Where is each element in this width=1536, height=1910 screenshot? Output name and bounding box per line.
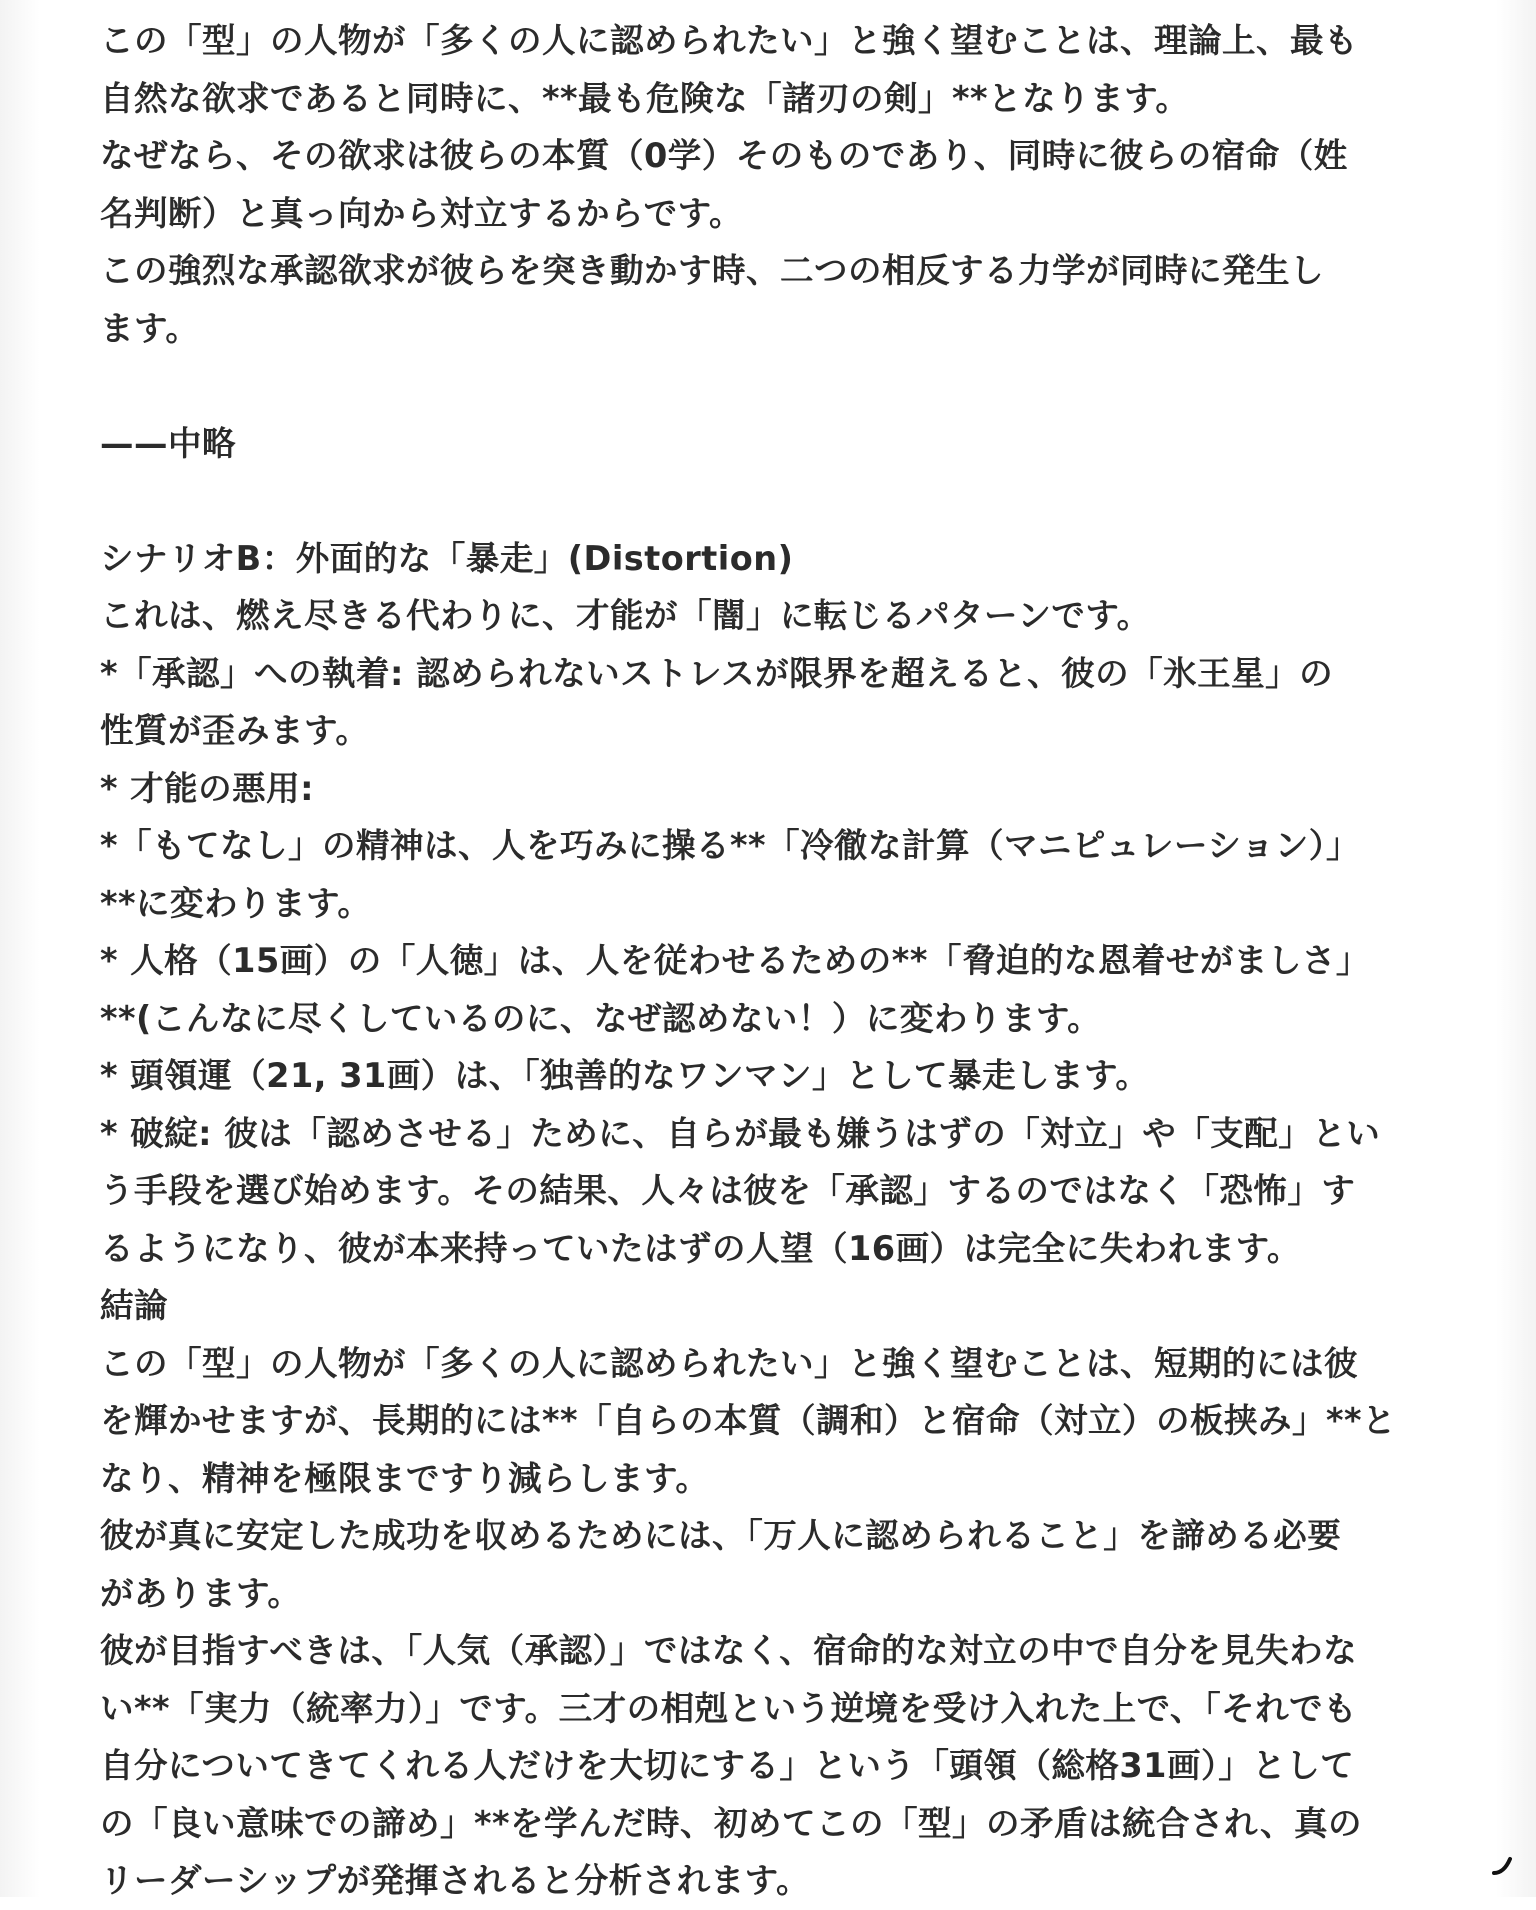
squiggle-mark-icon xyxy=(1482,1843,1522,1883)
text-line: 彼が目指すべきは、「人気（承認）」ではなく、宿命的な対立の中で自分を見失わな xyxy=(100,1631,1358,1670)
text-line: を輝かせますが、長期的には**「自らの本質（調和）と宿命（対立）の板挟み」**と xyxy=(100,1401,1397,1440)
text-line: るようになり、彼が本来持っていたはずの人望（16画）は完全に失われます。 xyxy=(100,1228,1301,1268)
text-line: これは、燃え尽きる代わりに、才能が「闇」に転じるパターンです。 xyxy=(100,596,1151,635)
section-break: ——中略 xyxy=(100,423,236,463)
bullet-line: * 才能の悪用: xyxy=(100,768,315,808)
sub-bullet-line: * 頭領運（21, 31画）は、「独善的なワンマン」として暴走します。 xyxy=(100,1056,1150,1095)
text-line: があります。 xyxy=(100,1573,302,1613)
text-line: この「型」の人物が「多くの人に認められたい」と強く望むことは、理論上、最も xyxy=(100,21,1358,60)
blank-line xyxy=(100,357,1430,415)
text-line: 自然な欲求であると同時に、**最も危険な「諸刃の剣」**となります。 xyxy=(100,78,1190,118)
text-line: **(こんなに尽くしているのに、なぜ認めない！）に変わります。 xyxy=(100,998,1102,1038)
sub-bullet-line: *「もてなし」の精神は、人を巧みに操る**「冷徹な計算（マニピュレーション）」 xyxy=(100,826,1360,865)
text-line: い**「実力（統率力）」です。三才の相剋という逆境を受け入れた上で、「それでも xyxy=(100,1688,1358,1728)
sub-bullet-line: * 人格（15画）の「人徳」は、人を従わせるための**「脅迫的な恩着せがましさ」 xyxy=(100,941,1370,980)
text-line: 自分についてきてくれる人だけを大切にする」という「頭領（総格31画）」として xyxy=(100,1746,1355,1785)
conclusion-heading: 結論 xyxy=(100,1286,168,1325)
text-line: 彼が真に安定した成功を収めるためには、「万人に認められること」を諦める必要 xyxy=(100,1516,1342,1555)
text-line: 性質が歪みます。 xyxy=(100,711,370,750)
blank-line xyxy=(100,472,1430,530)
text-line: この「型」の人物が「多くの人に認められたい」と強く望むことは、短期的には彼 xyxy=(100,1343,1358,1383)
text-line: 名判断）と真っ向から対立するからです。 xyxy=(100,193,743,233)
text-line: この強烈な承認欲求が彼らを突き動かす時、二つの相反する力学が同時に発生し xyxy=(100,251,1324,290)
text-line: う手段を選び始めます。その結果、人々は彼を「承認」するのではなく「恐怖」す xyxy=(100,1171,1356,1210)
bullet-line: * 破綻: 彼は「認めさせる」ために、自らが最も嫌うはずの「対立」や「支配」とい xyxy=(100,1113,1381,1153)
text-line: なぜなら、その欲求は彼らの本質（0学）そのものであり、同時に彼らの宿命（姓 xyxy=(100,136,1348,175)
text-line: の「良い意味での諦め」**を学んだ時、初めてこの「型」の矛盾は統合され、真の xyxy=(100,1803,1363,1843)
text-line: リーダーシップが発揮されると分析されます。 xyxy=(100,1861,810,1900)
text-line: なり、精神を極限まですり減らします。 xyxy=(100,1458,710,1498)
text-line: ます。 xyxy=(100,308,200,348)
scenario-heading: シナリオB：外面的な「暴走」(Distortion) xyxy=(100,538,794,578)
bullet-line: *「承認」への執着: 認められないストレスが限界を超えると、彼の「氷王星」の xyxy=(100,653,1334,693)
document-body xyxy=(100,12,1430,1910)
text-line: **に変わります。 xyxy=(100,883,372,923)
